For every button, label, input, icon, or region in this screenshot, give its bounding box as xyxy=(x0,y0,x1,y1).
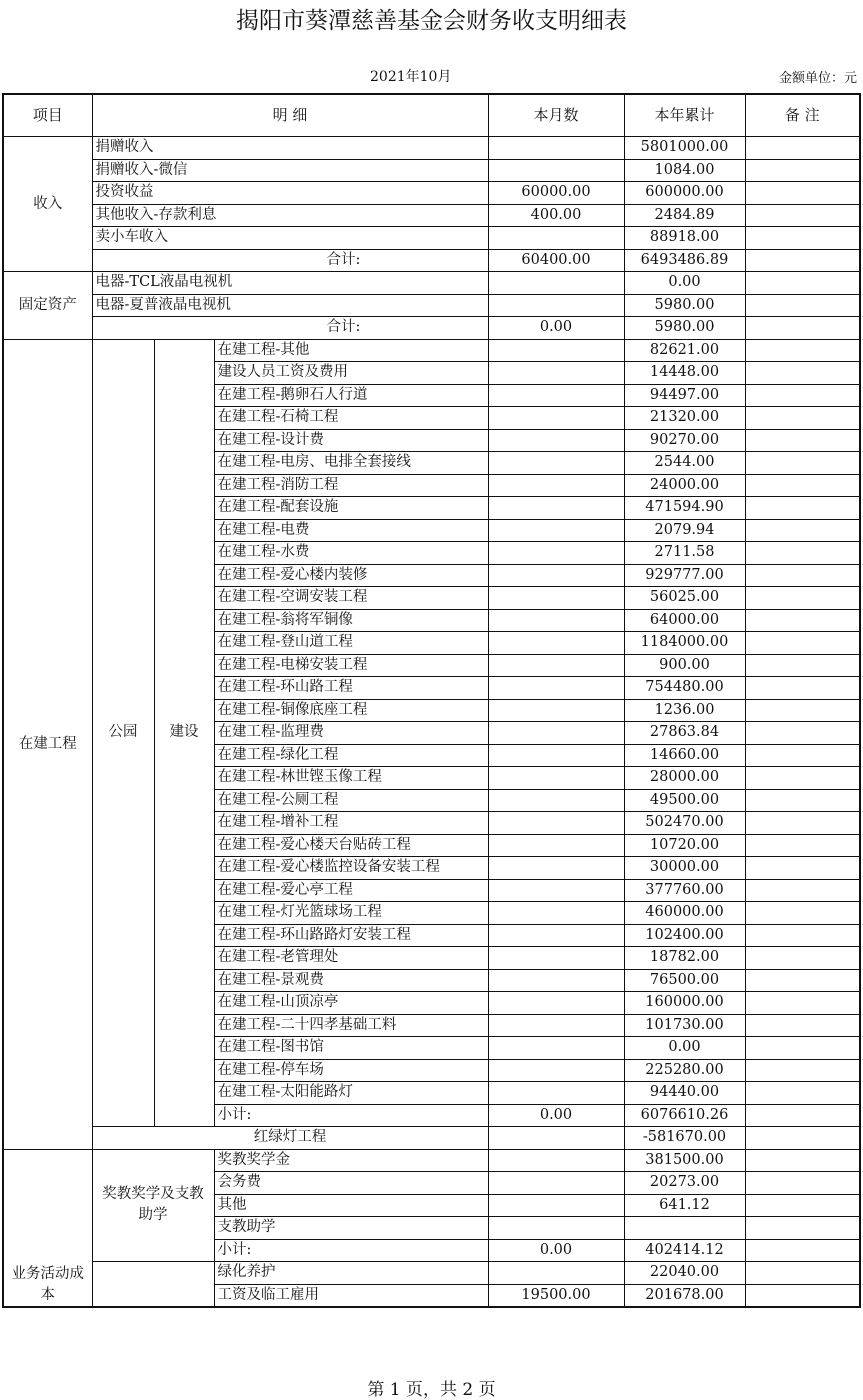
header-note: 备 注 xyxy=(745,94,860,137)
ytd-value: 56025.00 xyxy=(624,587,745,610)
income-row xyxy=(3,182,860,205)
item-name: 工资及临工雇用 xyxy=(214,1284,488,1307)
subtotal-label: 小计: xyxy=(214,1104,488,1127)
note-cell xyxy=(745,362,860,385)
note-cell xyxy=(745,227,860,250)
item-name: 电器-夏普液晶电视机 xyxy=(92,294,488,317)
item-name: 建设人员工资及费用 xyxy=(214,362,488,385)
item-name: 在建工程-设计费 xyxy=(214,429,488,452)
month-value xyxy=(488,362,624,385)
ytd-value: 88918.00 xyxy=(624,227,745,250)
note-cell xyxy=(745,272,860,295)
month-value xyxy=(488,227,624,250)
month-value xyxy=(488,812,624,835)
header-detail: 明 细 xyxy=(92,94,488,137)
month-value xyxy=(488,992,624,1015)
month-value xyxy=(488,159,624,182)
ytd-value: 2711.58 xyxy=(624,542,745,565)
month-value xyxy=(488,429,624,452)
note-cell xyxy=(745,1104,860,1127)
month-value xyxy=(488,137,624,160)
note-cell xyxy=(745,722,860,745)
month-value xyxy=(488,1037,624,1060)
item-name: 在建工程-空调安装工程 xyxy=(214,587,488,610)
note-cell xyxy=(745,879,860,902)
ytd-value: 5980.00 xyxy=(624,294,745,317)
item-name: 在建工程-鹅卵石人行道 xyxy=(214,384,488,407)
section-construction: 在建工程 xyxy=(3,339,92,1149)
header-ytd: 本年累计 xyxy=(624,94,745,137)
note-cell xyxy=(745,744,860,767)
ytd-value: 502470.00 xyxy=(624,812,745,835)
ytd-value: 600000.00 xyxy=(624,182,745,205)
month-value xyxy=(488,564,624,587)
item-name: 在建工程-爱心亭工程 xyxy=(214,879,488,902)
note-cell xyxy=(745,1284,860,1307)
ytd-value: 225280.00 xyxy=(624,1059,745,1082)
ytd-value: 94440.00 xyxy=(624,1082,745,1105)
month-value xyxy=(488,1059,624,1082)
note-cell xyxy=(745,497,860,520)
note-cell xyxy=(745,902,860,925)
fixed-asset-row xyxy=(3,294,860,317)
note-cell xyxy=(745,1059,860,1082)
month-value xyxy=(488,1014,624,1037)
note-cell xyxy=(745,1262,860,1285)
item-name: 在建工程-爱心楼天台贴砖工程 xyxy=(214,834,488,857)
ytd-value: 94497.00 xyxy=(624,384,745,407)
section-fixed-assets: 固定资产 xyxy=(3,272,92,340)
item-name: 卖小车收入 xyxy=(92,227,488,250)
note-cell xyxy=(745,677,860,700)
fixed-asset-total-row xyxy=(3,317,860,340)
month-value: 0.00 xyxy=(488,317,624,340)
item-name: 在建工程-监理费 xyxy=(214,722,488,745)
item-name: 在建工程-灯光篮球场工程 xyxy=(214,902,488,925)
item-name: 在建工程-消防工程 xyxy=(214,474,488,497)
ytd-value: 900.00 xyxy=(624,654,745,677)
note-cell xyxy=(745,992,860,1015)
business-row xyxy=(3,1149,860,1172)
note-cell xyxy=(745,339,860,362)
group-education: 奖教奖学及支教助学 xyxy=(92,1149,214,1262)
item-name: 在建工程-水费 xyxy=(214,542,488,565)
item-name: 捐赠收入 xyxy=(92,137,488,160)
ytd-value: -581670.00 xyxy=(624,1127,745,1150)
ytd-value: 24000.00 xyxy=(624,474,745,497)
month-value: 60400.00 xyxy=(488,249,624,272)
month-value xyxy=(488,789,624,812)
note-cell xyxy=(745,789,860,812)
note-cell xyxy=(745,474,860,497)
item-name: 在建工程-停车场 xyxy=(214,1059,488,1082)
note-cell xyxy=(745,632,860,655)
header-row xyxy=(3,94,860,137)
group-park: 公园 xyxy=(92,339,154,1127)
ytd-value: 28000.00 xyxy=(624,767,745,790)
construction-row xyxy=(3,339,860,362)
ytd-value: 160000.00 xyxy=(624,992,745,1015)
note-cell xyxy=(745,159,860,182)
item-name: 支教助学 xyxy=(214,1217,488,1240)
note-cell xyxy=(745,834,860,857)
header-item: 项目 xyxy=(3,94,92,137)
note-cell xyxy=(745,407,860,430)
ytd-value: 90270.00 xyxy=(624,429,745,452)
ytd-value: 0.00 xyxy=(624,272,745,295)
note-cell xyxy=(745,587,860,610)
item-name: 在建工程-铜像底座工程 xyxy=(214,699,488,722)
item-name: 奖教奖学金 xyxy=(214,1149,488,1172)
ytd-value: 2544.00 xyxy=(624,452,745,475)
section-business: 业务活动成本 xyxy=(3,1149,92,1307)
month-value xyxy=(488,924,624,947)
note-cell xyxy=(745,294,860,317)
item-name: 在建工程-电费 xyxy=(214,519,488,542)
ytd-value: 377760.00 xyxy=(624,879,745,902)
item-name: 捐赠收入-微信 xyxy=(92,159,488,182)
month-value xyxy=(488,1194,624,1217)
fixed-asset-row xyxy=(3,272,860,295)
note-cell xyxy=(745,654,860,677)
item-name: 电器-TCL液晶电视机 xyxy=(92,272,488,295)
note-cell xyxy=(745,699,860,722)
item-name: 在建工程-图书馆 xyxy=(214,1037,488,1060)
income-row xyxy=(3,137,860,160)
note-cell xyxy=(745,1217,860,1240)
month-value xyxy=(488,654,624,677)
ytd-value: 460000.00 xyxy=(624,902,745,925)
month-value xyxy=(488,609,624,632)
month-value xyxy=(488,542,624,565)
item-name: 在建工程-公厕工程 xyxy=(214,789,488,812)
ytd-value: 2079.94 xyxy=(624,519,745,542)
item-name: 在建工程-翁将军铜像 xyxy=(214,609,488,632)
month-value xyxy=(488,969,624,992)
ytd-value: 929777.00 xyxy=(624,564,745,587)
ytd-value: 641.12 xyxy=(624,1194,745,1217)
note-cell xyxy=(745,947,860,970)
item-name: 在建工程-电梯安装工程 xyxy=(214,654,488,677)
ytd-value: 64000.00 xyxy=(624,609,745,632)
month-value xyxy=(488,339,624,362)
month-value xyxy=(488,744,624,767)
ytd-value: 5801000.00 xyxy=(624,137,745,160)
note-cell xyxy=(745,1082,860,1105)
ytd-value: 754480.00 xyxy=(624,677,745,700)
item-name: 在建工程-爱心楼监控设备安装工程 xyxy=(214,857,488,880)
note-cell xyxy=(745,542,860,565)
item-name: 在建工程-增补工程 xyxy=(214,812,488,835)
month-value xyxy=(488,452,624,475)
month-value xyxy=(488,767,624,790)
ytd-value: 0.00 xyxy=(624,1037,745,1060)
item-name: 在建工程-绿化工程 xyxy=(214,744,488,767)
ytd-value: 402414.12 xyxy=(624,1239,745,1262)
month-value xyxy=(488,294,624,317)
ytd-value: 5980.00 xyxy=(624,317,745,340)
note-cell xyxy=(745,452,860,475)
item-name: 在建工程-太阳能路灯 xyxy=(214,1082,488,1105)
business-row xyxy=(3,1262,860,1285)
ytd-value: 1184000.00 xyxy=(624,632,745,655)
item-name: 其他 xyxy=(214,1194,488,1217)
income-row xyxy=(3,227,860,250)
month-value xyxy=(488,947,624,970)
item-name: 在建工程-石椅工程 xyxy=(214,407,488,430)
ytd-value: 22040.00 xyxy=(624,1262,745,1285)
item-name: 在建工程-林世铿玉像工程 xyxy=(214,767,488,790)
month-value xyxy=(488,677,624,700)
month-value xyxy=(488,519,624,542)
item-name: 在建工程-环山路路灯安装工程 xyxy=(214,924,488,947)
month-value xyxy=(488,834,624,857)
month-value: 19500.00 xyxy=(488,1284,624,1307)
month-value xyxy=(488,1172,624,1195)
ytd-value: 76500.00 xyxy=(624,969,745,992)
section-income: 收入 xyxy=(3,137,92,272)
income-row xyxy=(3,159,860,182)
note-cell xyxy=(745,1037,860,1060)
note-cell xyxy=(745,1239,860,1262)
note-cell xyxy=(745,1014,860,1037)
item-name: 在建工程-登山道工程 xyxy=(214,632,488,655)
traffic-light-row xyxy=(3,1127,860,1150)
note-cell xyxy=(745,519,860,542)
month-value xyxy=(488,1082,624,1105)
month-value xyxy=(488,1217,624,1240)
note-cell xyxy=(745,182,860,205)
month-value xyxy=(488,407,624,430)
income-total-row xyxy=(3,249,860,272)
month-value xyxy=(488,857,624,880)
ytd-value: 471594.90 xyxy=(624,497,745,520)
note-cell xyxy=(745,1172,860,1195)
ytd-value: 14448.00 xyxy=(624,362,745,385)
item-name: 在建工程-环山路工程 xyxy=(214,677,488,700)
month-value xyxy=(488,1262,624,1285)
month-value xyxy=(488,632,624,655)
month-value xyxy=(488,1127,624,1150)
note-cell xyxy=(745,204,860,227)
month-value: 60000.00 xyxy=(488,182,624,205)
ytd-value: 6076610.26 xyxy=(624,1104,745,1127)
ytd-value xyxy=(624,1217,745,1240)
month-value xyxy=(488,699,624,722)
month-value xyxy=(488,587,624,610)
note-cell xyxy=(745,429,860,452)
ytd-value: 1084.00 xyxy=(624,159,745,182)
note-cell xyxy=(745,1149,860,1172)
item-name: 在建工程-老管理处 xyxy=(214,947,488,970)
item-name: 在建工程-电房、电排全套接线 xyxy=(214,452,488,475)
note-cell xyxy=(745,609,860,632)
note-cell xyxy=(745,969,860,992)
total-label: 合计: xyxy=(92,317,488,340)
note-cell xyxy=(745,812,860,835)
note-cell xyxy=(745,249,860,272)
ytd-value: 101730.00 xyxy=(624,1014,745,1037)
ytd-value: 27863.84 xyxy=(624,722,745,745)
income-row xyxy=(3,204,860,227)
subgroup-build: 建设 xyxy=(154,339,214,1127)
month-value xyxy=(488,384,624,407)
month-value xyxy=(488,497,624,520)
month-value xyxy=(488,902,624,925)
note-cell xyxy=(745,1127,860,1150)
page-title: 揭阳市葵潭慈善基金会财务收支明细表 xyxy=(236,8,627,34)
ytd-value: 2484.89 xyxy=(624,204,745,227)
ytd-value: 102400.00 xyxy=(624,924,745,947)
ytd-value: 6493486.89 xyxy=(624,249,745,272)
finance-table xyxy=(2,93,861,1308)
month-value xyxy=(488,722,624,745)
ytd-value: 49500.00 xyxy=(624,789,745,812)
note-cell xyxy=(745,317,860,340)
ytd-value: 14660.00 xyxy=(624,744,745,767)
ytd-value: 30000.00 xyxy=(624,857,745,880)
total-label: 合计: xyxy=(92,249,488,272)
item-name: 绿化养护 xyxy=(214,1262,488,1285)
note-cell xyxy=(745,924,860,947)
ytd-value: 82621.00 xyxy=(624,339,745,362)
month-value xyxy=(488,879,624,902)
item-name: 在建工程-山顶凉亭 xyxy=(214,992,488,1015)
item-name: 在建工程-其他 xyxy=(214,339,488,362)
note-cell xyxy=(745,857,860,880)
ytd-value: 18782.00 xyxy=(624,947,745,970)
header-month: 本月数 xyxy=(488,94,624,137)
ytd-value: 201678.00 xyxy=(624,1284,745,1307)
report-period: 2021年10月 xyxy=(370,69,452,85)
item-name: 其他收入-存款利息 xyxy=(92,204,488,227)
note-cell xyxy=(745,137,860,160)
ytd-value: 21320.00 xyxy=(624,407,745,430)
currency-unit: 金额单位：元 xyxy=(778,71,857,86)
item-name: 投资收益 xyxy=(92,182,488,205)
page-footer: 第 1 页，共 2 页 xyxy=(367,1380,496,1400)
ytd-value: 1236.00 xyxy=(624,699,745,722)
note-cell xyxy=(745,384,860,407)
traffic-light-label: 红绿灯工程 xyxy=(92,1127,488,1150)
ytd-value: 10720.00 xyxy=(624,834,745,857)
month-value xyxy=(488,1149,624,1172)
item-name: 会务费 xyxy=(214,1172,488,1195)
ytd-value: 381500.00 xyxy=(624,1149,745,1172)
month-value: 0.00 xyxy=(488,1239,624,1262)
ytd-value: 20273.00 xyxy=(624,1172,745,1195)
item-name: 在建工程-景观费 xyxy=(214,969,488,992)
month-value: 0.00 xyxy=(488,1104,624,1127)
item-name: 在建工程-配套设施 xyxy=(214,497,488,520)
subtotal-label: 小计: xyxy=(214,1239,488,1262)
note-cell xyxy=(745,1194,860,1217)
item-name: 在建工程-爱心楼内装修 xyxy=(214,564,488,587)
month-value xyxy=(488,272,624,295)
item-name: 在建工程-二十四孝基础工料 xyxy=(214,1014,488,1037)
note-cell xyxy=(745,767,860,790)
note-cell xyxy=(745,564,860,587)
month-value: 400.00 xyxy=(488,204,624,227)
month-value xyxy=(488,474,624,497)
group-blank xyxy=(92,1262,214,1308)
